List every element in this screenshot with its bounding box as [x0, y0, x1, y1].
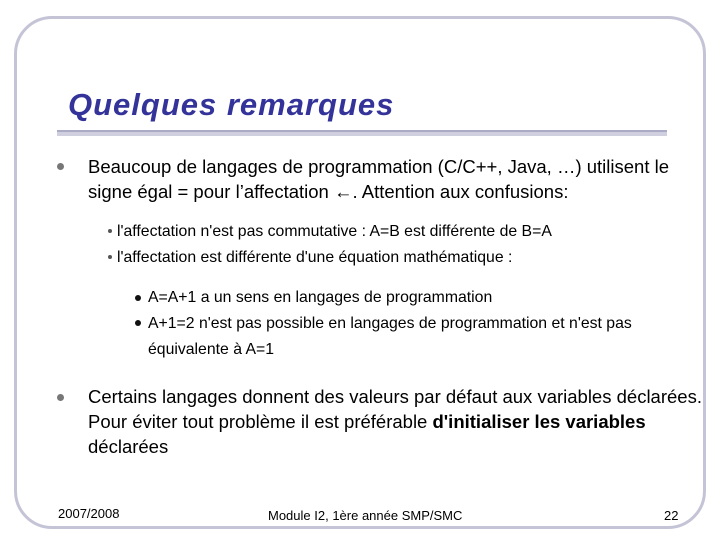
bullet-2-text-end: déclarées — [88, 436, 169, 457]
footer-course: Module I2, 1ère année SMP/SMC — [268, 508, 463, 523]
bullet-marker — [57, 163, 64, 170]
bullet-1-text: Beaucoup de langages de programmation (C/C++, Java, …) utilisent le signe égal = pour l’affectation ←. Attention aux confusions: — [88, 156, 670, 202]
title-rule — [57, 130, 667, 132]
sub-sub-bullet-1-text: A=A+1 a un sens en langages de programmation — [148, 289, 493, 306]
bullet-2-text-start: Certains langages donnent des valeurs par défaut aux variables déclarées. Pour éviter tout problème il est préférable — [88, 386, 702, 432]
sub-sub-bullet-2-text: A+1=2 n'est pas possible en langages de programmation et n'est pas équivalente à A=1 — [148, 315, 632, 358]
sub-bullet-marker — [108, 255, 112, 259]
bullet-marker — [57, 394, 64, 401]
sub-bullet-1-text: l'affectation n'est pas commutative : A=B est différente de B=A — [117, 223, 552, 240]
slide-title: Quelques remarques — [68, 87, 395, 122]
sub-bullet-marker — [108, 229, 112, 233]
footer-page-number: 22 — [664, 508, 679, 523]
bullet-2-text — [88, 384, 703, 459]
bullet-2-text-bold: d'initialiser les variables — [432, 411, 646, 432]
sub-sub-bullet-marker — [135, 295, 141, 301]
sub-sub-bullet-marker — [135, 320, 141, 326]
footer-date: 2007/2008 — [58, 506, 120, 521]
sub-bullet-2-text: l'affectation est différente d'une équation mathématique : — [117, 249, 513, 266]
